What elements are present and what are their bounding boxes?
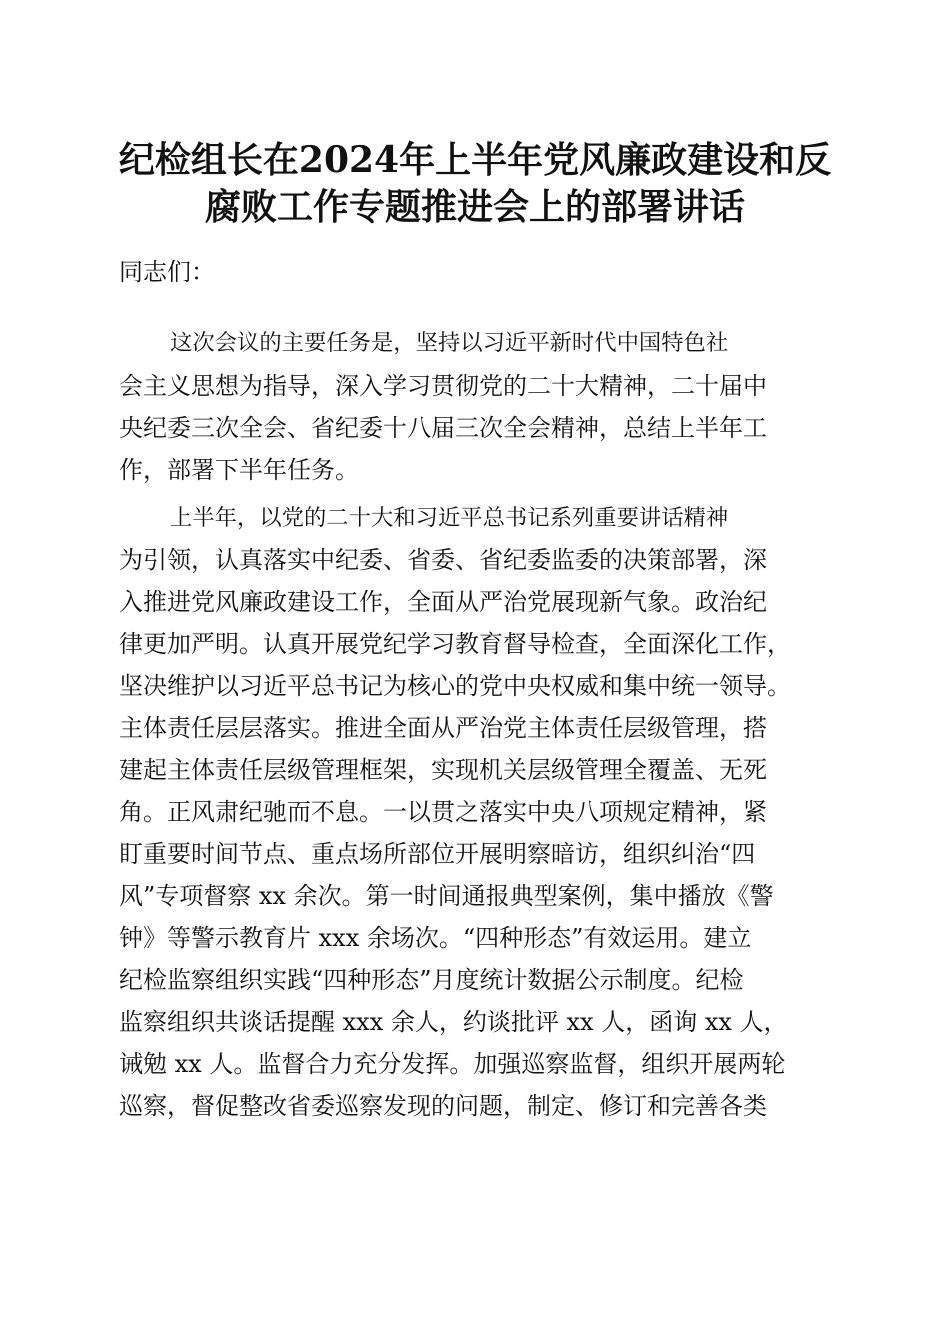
- body-line: 主体责任层层落实。推进全面从严治党主体责任层级管理，搭: [119, 714, 767, 742]
- body-line: 巡察，督促整改省委巡察发现的问题，制定、修订和完善各类: [119, 1092, 767, 1120]
- body-line: 会主义思想为指导，深入学习贯彻党的二十大精神，二十届中: [119, 372, 767, 400]
- body-line: 角。正风肃纪驰而不息。一以贯之落实中央八项规定精神，紧: [119, 798, 767, 826]
- body-line: 监察组织共谈话提醒 xxx 余人，约谈批评 xx 人，函询 xx 人，: [119, 1008, 788, 1036]
- body-line: 为引领，认真落实中纪委、省委、省纪委监委的决策部署，深: [119, 546, 767, 574]
- body-line: 钟》等警示教育片 xxx 余场次。“四种形态”有效运用。建立: [119, 924, 752, 952]
- body-line: 央纪委三次全会、省纪委十八届三次全会精神，总结上半年工: [119, 414, 767, 442]
- body-line: 盯重要时间节点、重点场所部位开展明察暗访，组织纠治“四: [119, 840, 756, 868]
- body-line: 建起主体责任层级管理框架，实现机关层级管理全覆盖、无死: [119, 756, 767, 784]
- body-line: 诫勉 xx 人。监督合力充分发挥。加强巡察监督，组织开展两轮: [119, 1050, 786, 1078]
- document-title-line-2: 腐败工作专题推进会上的部署讲话: [204, 186, 745, 228]
- body-line: 作，部署下半年任务。: [119, 456, 359, 484]
- salutation: 同志们：: [119, 258, 215, 286]
- body-line: 这次会议的主要任务是，坚持以习近平新时代中国特色社: [170, 330, 729, 356]
- document-title-line-1: 纪检组长在2024年上半年党风廉政建设和反: [118, 139, 832, 181]
- body-line: 入推进党风廉政建设工作，全面从严治党展现新气象。政治纪: [119, 588, 767, 616]
- body-line: 坚决维护以习近平总书记为核心的党中央权威和集中统一领导。: [119, 672, 791, 700]
- body-line: 律更加严明。认真开展党纪学习教育督导检查，全面深化工作，: [119, 630, 791, 658]
- body-line: 风”专项督察 xx 余次。第一时间通报典型案例，集中播放《警: [119, 882, 774, 910]
- body-line: 上半年，以党的二十大和习近平总书记系列重要讲话精神: [170, 505, 729, 531]
- body-line: 纪检监察组织实践“四种形态”月度统计数据公示制度。纪检: [119, 966, 744, 994]
